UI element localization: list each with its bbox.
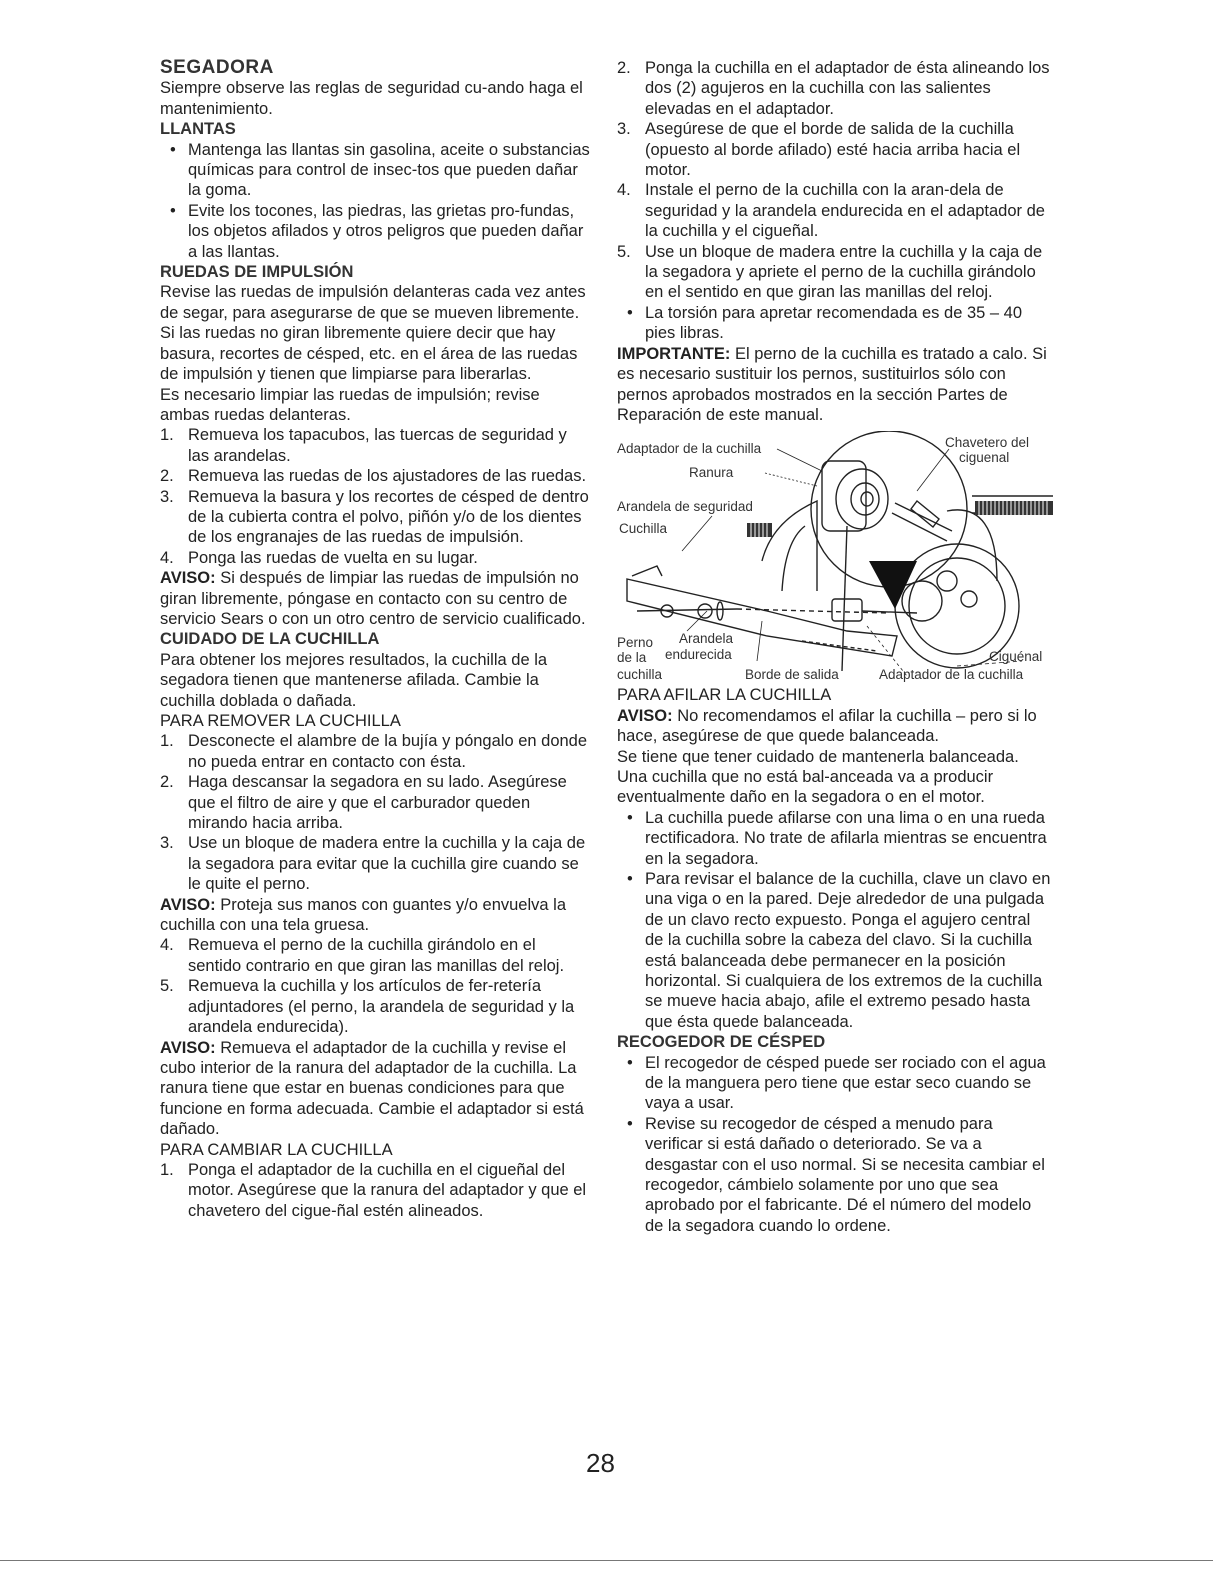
paragraph: Para obtener los mejores resultados, la cuchilla de la segadora tienen que mantenerse afilada. Cambie la cuchilla doblada o dañada. [160,650,548,710]
paragraph: Si las ruedas no giran libremente quiere decir que hay basura, recortes de césped, etc. en el área de las ruedas de impulsión y tienen que limpiarse para liberarlas. [160,324,578,384]
step-number: 3. [617,120,631,139]
bullet: • [170,201,176,220]
aviso-label: AVISO: [160,1038,216,1057]
list-item [617,303,1053,344]
paragraph: Se tiene que tener cuidado de mantenerla balanceada. Una cuchilla que no está bal-anceada va a producir eventualmente daño en la segadora o en el motor. [617,747,1019,807]
bullet: • [627,303,633,322]
bullet: • [627,1114,633,1133]
aviso-text: Remueva el adaptador de la cuchilla y revise el cubo interior de la ranura del adaptador de la cuchilla. La ranura tiene que estar en buenas condiciones para que funcione en forma adecuada. Cambie el adaptador si está dañado. [160,1038,584,1139]
label-adaptador-bottom: Adaptador de la cuchilla [879,667,1024,683]
heading-afilar: PARA AFILAR LA CUCHILLA [617,686,832,705]
label-perno-1: Perno [617,635,654,651]
step-number: 2. [617,59,631,77]
bullet: • [627,869,633,888]
paragraph: Es necesario limpiar las ruedas de impulsión; revise ambas ruedas delanteras. [160,385,540,424]
heading-cambiar: PARA CAMBIAR LA CUCHILLA [160,1140,393,1159]
heading-recogedor: RECOGEDOR DE CÉSPED [617,1033,826,1052]
heading-ruedas: RUEDAS DE IMPULSIÓN [160,263,354,282]
label-arandela-endurecida-1: Arandela [679,631,734,647]
step-number: 2. [160,773,174,792]
aviso-text: No recomendamos el afilar la cuchilla – pero si lo hace, asegúrese de que quede balanceada. [617,706,1037,746]
importante-paragraph [617,344,1053,426]
list-item [617,58,1053,119]
list-item [160,548,592,568]
step-number: 5. [617,242,631,261]
aviso-paragraph [160,895,592,936]
step-number: 3. [160,834,174,853]
page-number: 28 [586,1448,615,1478]
importante-label: IMPORTANTE: [617,344,731,363]
step-number: 2. [160,467,174,486]
step-text: Use un bloque de madera entre la cuchilla y la caja de la segadora para evitar que la cuchilla gire cuando se le quite el perno. [188,834,586,894]
step-text: Haga descansar la segadora en su lado. Asegúrese que el filtro de aire y que el carburador queden mirando hacia arriba. [188,773,567,833]
label-chavetero-2: ciguenal [959,450,1010,466]
list-item [160,201,592,262]
bullet-text: La cuchilla puede afilarse con una lima o en una rueda rectificadora. No trate de afilarla mientras se encuentra en la segadora. [645,808,1047,868]
list-item [160,772,592,833]
list-item [160,425,592,466]
list-item [617,242,1053,303]
step-text: Remueva las ruedas de los ajustadores de las ruedas. [188,467,587,486]
bullet: • [170,140,176,159]
blade-assembly-figure [617,431,1053,681]
aviso-label: AVISO: [617,706,673,725]
step-text: Remueva el perno de la cuchilla girándolo en el sentido contrario en que giran las manillas del reloj. [188,936,565,975]
step-number: 1. [160,732,174,751]
aviso-paragraph [160,568,592,629]
step-number: 4. [617,181,631,200]
aviso-paragraph [617,706,1053,747]
bullet: • [627,808,633,827]
list-item [617,1053,1053,1114]
step-number: 4. [160,548,174,567]
label-ciguenal: Ciguénal [989,649,1043,665]
list-item [160,976,592,1037]
label-cuchilla: Cuchilla [619,521,668,537]
bullet-text: La torsión para apretar recomendada es de 35 – 40 pies libras. [645,303,1023,343]
list-item [160,833,592,894]
list-item [617,869,1053,1032]
label-ranura: Ranura [689,465,734,481]
label-arandela-seguridad: Arandela de seguridad [617,499,753,515]
step-text: Ponga el adaptador de la cuchilla en el cigueñal del motor. Asegúrese que la ranura del adaptador y que el chavetero del cigue-ñal estén alineados. [188,1160,587,1220]
aviso-label: AVISO: [160,895,216,914]
label-perno-2: de la [617,650,647,666]
step-text: Remueva la cuchilla y los artículos de fer-retería adjuntadores (el perno, la arandela de seguridad y la arandela endurecida). [188,977,575,1037]
step-text: Ponga la cuchilla en el adaptador de ésta alineando los dos (2) agujeros en la cuchilla con las salientes elevadas en el adaptador. [645,59,1050,118]
aviso-text: Proteja sus manos con guantes y/o envuelva la cuchilla con una tela gruesa. [160,895,567,935]
right-column [617,58,1053,1236]
step-text: Remueva la basura y los recortes de césped de dentro de la cubierta contra el polvo, piñón y/o de los dientes de los engranajes de las ruedas de impulsión. [188,487,589,547]
list-item [617,119,1053,180]
bullet-text: El recogedor de césped puede ser rociado con el agua de la manguera pero tiene que estar seco cuando se vaya a usar. [645,1053,1046,1113]
list-item [160,487,592,548]
step-number: 4. [160,936,174,955]
list-item [617,180,1053,241]
left-column [160,58,592,1221]
aviso-paragraph [160,1038,592,1140]
bottom-rule [0,1560,1213,1561]
step-text: Instale el perno de la cuchilla con la aran-dela de seguridad y la arandela endurecida en el adaptador de la cuchilla y el cigueñal. [645,181,1045,241]
bullet-text: Evite los tocones, las piedras, las grietas pro-fundas, los objetos afilados y otros peligros que pueden dañar a las llantas. [188,201,584,261]
intro-text: Siempre observe las reglas de seguridad cu-ando haga el mantenimiento. [160,79,583,118]
step-text: Desconecte el alambre de la bujía y póngalo en donde no pueda entrar en contacto con ésta. [188,732,588,771]
label-adaptador-top: Adaptador de la cuchilla [617,441,762,457]
bullet: • [627,1053,633,1072]
heading-llantas: LLANTAS [160,120,236,139]
step-number: 1. [160,1160,174,1179]
list-item [160,466,592,486]
list-item [160,140,592,201]
step-text: Ponga las ruedas de vuelta en su lugar. [188,548,478,567]
step-text: Use un bloque de madera entre la cuchilla y la caja de la segadora y apriete el perno de la cuchilla girándolo en el sentido en que giran las manillas del reloj. [645,242,1043,302]
step-number: 3. [160,487,174,506]
step-number: 1. [160,426,174,445]
section-title-segadora: SEGADORA [160,57,274,78]
step-number: 5. [160,977,174,996]
aviso-label: AVISO: [160,569,216,588]
label-arandela-endurecida-2: endurecida [665,647,732,663]
bullet-text: Mantenga las llantas sin gasolina, aceite o substancias químicas para control de insec-tos que pueden dañar la goma. [188,140,590,200]
heading-cuidado: CUIDADO DE LA CUCHILLA [160,630,380,649]
aviso-text: Si después de limpiar las ruedas de impulsión no giran libremente, póngase en contacto con su centro de servicio Sears o con un otro centro de servicio cualificado. [160,569,586,628]
label-borde-salida: Borde de salida [745,667,839,683]
list-item [160,935,592,976]
label-chavetero-1: Chavetero del [945,435,1030,451]
bullet-text: Para revisar el balance de la cuchilla, clave un clavo en una viga o en la pared. Deje alrededor de una pulgada de un clavo recto expuesto. Ponga el agujero central de la cuchilla sobre la cabeza del clavo. Si la cuchilla está balanceada debe permanecer en la posición horizontal. Si cualquiera de los extremos de la cuchilla se mueve hacia abajo, afile el extremo pesado hasta que ésta quede balanceada. [645,869,1051,1031]
step-text: Asegúrese de que el borde de salida de la cuchilla (opuesto al borde afilado) esté hacia arriba hacia el motor. [645,120,1021,180]
bullet-text: Revise su recogedor de césped a menudo para verificar si está dañado o deteriorado. Se va a desgastar con el uso normal. Si se necesita cambiar el recogedor, cámbielo solamente por uno que sea aprobado por el fabricante. Dé el número del modelo de la segadora cuando lo ordene. [645,1114,1045,1235]
list-item [160,731,592,772]
list-item [617,1114,1053,1236]
paragraph: Revise las ruedas de impulsión delanteras cada vez antes de segar, para asegurarse de que se mueven libremente. [160,283,586,322]
step-text: Remueva los tapacubos, las tuercas de seguridad y las arandelas. [188,426,567,465]
label-perno-3: cuchilla [617,667,663,683]
heading-remover: PARA REMOVER LA CUCHILLA [160,712,401,730]
importante-text: El perno de la cuchilla es tratado a calo. Si es necesario sustituir los pernos, sustituirlos sólo con pernos aprobados mostrados en la sección Partes de Reparación de este manual. [617,344,1047,424]
list-item [160,1160,592,1221]
list-item [617,808,1053,869]
